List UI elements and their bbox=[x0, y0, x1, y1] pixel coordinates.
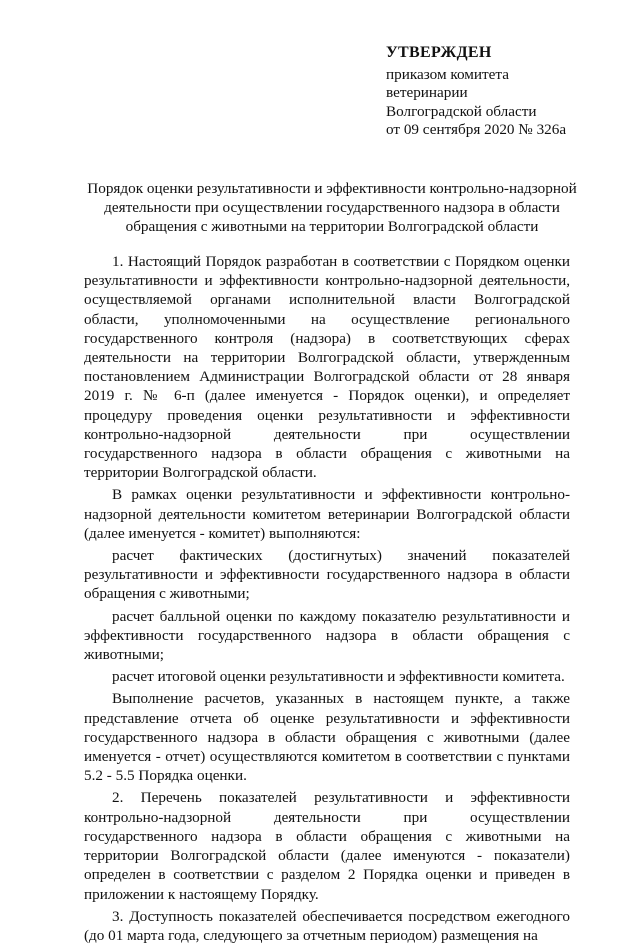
document-body bbox=[84, 252, 570, 945]
paragraph-6: Выполнение расчетов, указанных в настоящем пункте, а также представление отчета об оценке результативности и эффективности государственного надзора в области обращения с животными (далее именуется - отчет) осуществляются комитетом в соответствии с пунктами 5.2 - 5.5 Порядка оценки. bbox=[84, 690, 570, 785]
document-title bbox=[78, 180, 586, 236]
approval-line-order: приказом комитета bbox=[386, 65, 509, 83]
approval-line-region: Волгоградской области bbox=[386, 102, 537, 120]
title-line-1: Порядок оценки результативности и эффективности контрольно-надзорной bbox=[87, 180, 577, 197]
approval-line-date-number: от 09 сентября 2020 № 326а bbox=[386, 121, 567, 139]
title-line-3: обращения с животными на территории Волгоградской области bbox=[125, 217, 539, 235]
paragraph-7: 2. Перечень показателей результативности и эффективности контрольно-надзорной деятельности при осуществлении государственного надзора в области обращения с животными на территории Волгоградской области (далее именуются - показатели) определен в соответствии с разделом 2 Порядка оценки и приведен в приложении к настоящему Порядку. bbox=[84, 789, 570, 903]
paragraph-3: расчет фактических (достигнутых) значений показателей результативности и эффективности государственного надзора в области обращения с животными; bbox=[84, 547, 570, 603]
paragraph-2: В рамках оценки результативности и эффективности контрольно-надзорной деятельности комитетом ветеринарии Волгоградской области (далее именуется - комитет) выполняются: bbox=[84, 486, 570, 542]
approval-line-committee: ветеринарии bbox=[386, 84, 468, 102]
paragraph-5: расчет итоговой оценки результативности и эффективности комитета. bbox=[112, 668, 565, 686]
paragraph-4: расчет балльной оценки по каждому показателю результативности и эффективности государственного надзора в области обращения с животными; bbox=[84, 607, 570, 664]
paragraph-1: 1. Настоящий Порядок разработан в соответствии с Порядком оценки результативности и эффективности контрольно-надзорной деятельности, осуществляемой органами исполнительной власти Волгоградской области, уполномоченными на осуществление регионального государственного контроля (надзора) в соответствующих сферах деятельности на территории Волгоградской области, утвержденным постановлением Администрации Волгоградской области от 28 января 2019 г. № 6-п (далее именуется - Порядок оценки), и определяет процедуру проведения оценки результативности и эффективности контрольно-надзорной деятельности при осуществлении государственного надзора в области обращения с животными на территории Волгоградской области. bbox=[84, 253, 570, 482]
paragraph-8: 3. Доступность показателей обеспечивается посредством ежегодного (до 01 марта года, следующего за отчетным периодом) размещения на bbox=[84, 907, 570, 944]
approval-stamp bbox=[386, 44, 606, 140]
title-line-2: деятельности при осуществлении государственного надзора в области bbox=[104, 198, 560, 216]
approval-heading: УТВЕРЖДЕН bbox=[386, 44, 492, 61]
